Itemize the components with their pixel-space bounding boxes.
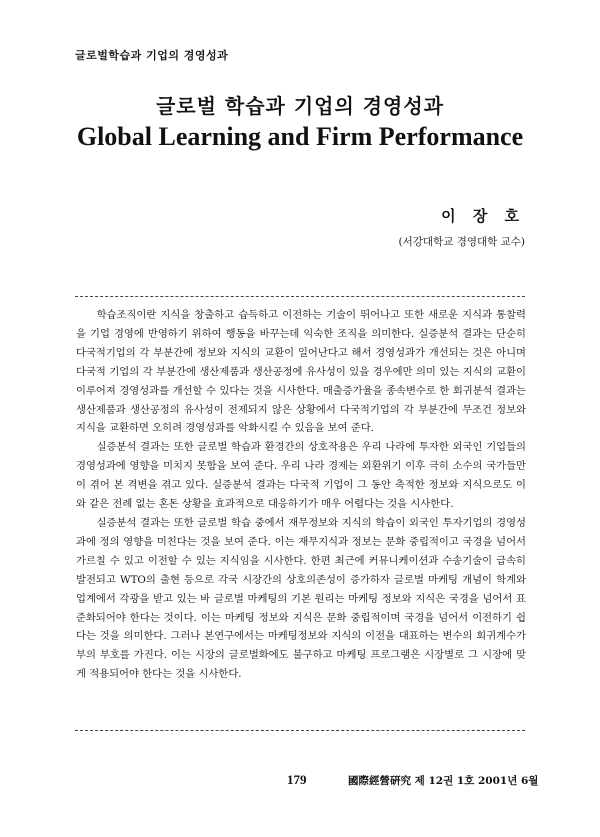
abstract-paragraph-2: 실증분석 결과는 또한 글로벌 학습과 환경간의 상호작용은 우리 나라에 투자한 외국인 기업들의 경영성과에 영향을 미치지 못함을 보여 준다. 우리 나라 경제는 외환위기 이후 극히 소수의 국가들만이 겪어 본 격변을 겪고 있다. 실증분석 결과는 다국적 기업이 그 동안 축적한 정보와 지식으로도 이와 같은 전례 없는 혼돈 상황을 효과적으로 대응하기가 매우 어렵다는 것을 시사한다. <box>76 441 526 511</box>
title-english: Global Learning and Firm Performance <box>76 122 524 151</box>
author-affiliation: (서강대학교 경영대학 교수) <box>398 236 525 248</box>
bottom-divider <box>75 730 525 731</box>
abstract <box>76 306 526 684</box>
author-name: 이 장 호 <box>441 207 525 225</box>
abstract-paragraph-3: 실증분석 결과는 또한 글로벌 학습 중에서 재무정보와 지식의 학습이 외국인 투자기업의 경영성과에 정의 영향을 미친다는 것을 보여 준다. 이는 재무지식과 정보는 문화 중립적이고 국경을 넘어서 가르칠 수 있고 이전할 수 있는 지식임을 시사한다. 한편 최근에 커뮤니케이션과 수송기술이 급속히 발전되고 WTO의 출현 등으로 각국 시장간의 상호의존성이 증가하자 글로벌 마케팅 개념이 학계와 업계에서 각광을 받고 있는 바 글로벌 마케팅의 기본 원리는 마케팅 정보와 지식은 국경을 넘어서 표준화되어야 한다는 것이다. 이는 마케팅 정보와 지식은 문화 중립적이며 국경을 넘어서 이전하기 쉽다는 것을 의미한다. 그러나 본연구에서는 마케팅정보와 지식의 이전을 대표하는 변수의 회귀계수가 부의 부호를 가진다. 이는 시장의 글로벌화에도 불구하고 마케팅 프로그램은 시장별로 그 시장에 맞게 적용되어야 한다는 것을 시사한다. <box>76 516 526 681</box>
title-korean: 글로벌 학습과 기업의 경영성과 <box>155 94 445 118</box>
page-number: 179 <box>287 772 307 787</box>
journal-citation: 國際經營硏究 제 12권 1호 2001년 6월 <box>348 775 539 787</box>
top-divider <box>75 296 525 297</box>
running-head: 글로벌학습과 기업의 경영성과 <box>75 49 229 62</box>
abstract-paragraph-1: 학습조직이란 지식을 창출하고 습득하고 이전하는 기술이 뛰어나고 또한 새로운 지식과 통찰력을 기업 경영에 반영하기 위하여 행동을 바꾸는데 익숙한 조직을 의미한다. 실증분석 결과는 단순히 다국적기업의 각 부분간에 정보와 지식의 교환이 일어난다고 해서 경영성과가 개선되는 것은 아니며 다국적 기업의 각 부분간에 생산제품과 생산공정에 유사성이 있을 경우에만 의미 있는 지식의 교환이 이루어져 경영성과를 개선할 수 있다는 것을 시사한다. 매출증가율을 종속변수로 한 회귀분석 결과는 생산제품과 생산공정의 유사성이 전제되지 않은 상황에서 다국적기업의 각 부분간에 무조건 정보와 지식을 교환하면 오히려 경영성과를 악화시킬 수 있음을 보여 준다. <box>76 309 526 435</box>
